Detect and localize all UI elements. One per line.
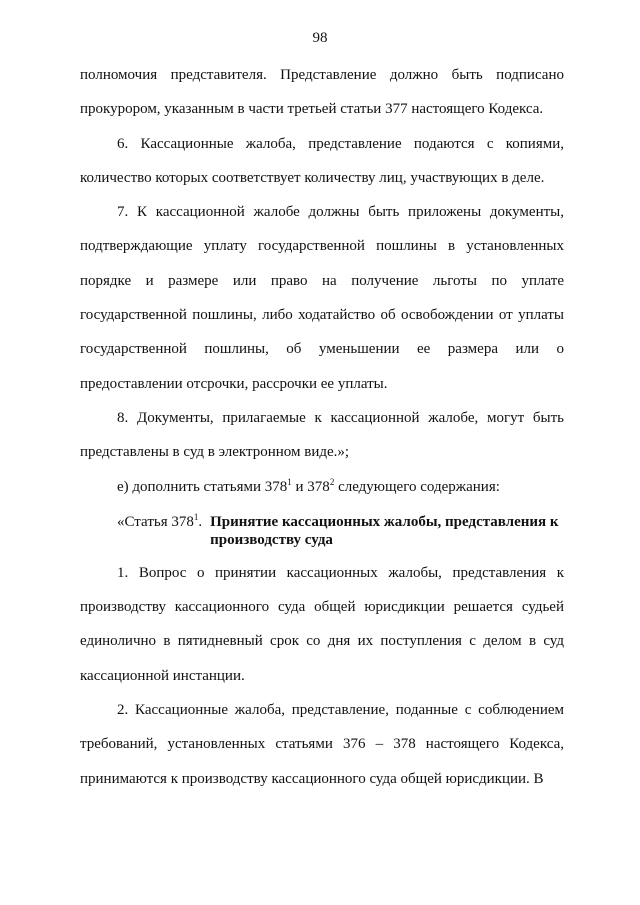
paragraph-continuation: полномочия представителя. Представление должно быть подписано прокурором, указанным в части третьей статьи 377 настоящего Кодекса. <box>80 67 564 118</box>
amendment-line <box>80 470 564 504</box>
amendment-text-post: следующего содержания: <box>334 478 500 495</box>
page-number: 98 <box>312 30 328 46</box>
paragraph-item-8: 8. Документы, прилагаемые к кассационной жалобе, могут быть представлены в суд в электронном виде.»; <box>80 409 564 461</box>
document-body <box>80 58 564 796</box>
article-paragraph-2: 2. Кассационные жалоба, представление, поданные с соблюдением требований, установленных статьями 376 – 378 настоящего Кодекса, принимаются к производству кассационного суда общей юрисдикции. В <box>80 702 564 787</box>
article-heading <box>80 504 564 556</box>
article-number <box>80 513 210 549</box>
article-paragraph-1: 1. Вопрос о принятии кассационных жалобы, представления к производству кассационного суда общей юрисдикции решается судьей единолично в пятидневный срок со дня их поступления с делом в суд кассационной инстанции. <box>80 564 564 684</box>
amendment-sup-2: 2 <box>329 476 335 487</box>
amendment-sup-1: 1 <box>287 476 292 487</box>
article-title: Принятие кассационных жалобы, представления к производству суда <box>210 513 559 548</box>
amendment-text-mid: и 378 <box>291 478 330 495</box>
paragraph-item-7: 7. К кассационной жалобе должны быть приложены документы, подтверждающие уплату государственной пошлины в установленных порядке и размере или право на получение льготы по уплате государственной пошлины, либо ходатайство об освобождении от уплаты государственной пошлины, об уменьшении ее размера или о предоставлении отсрочки, рассрочки ее уплаты. <box>80 204 564 392</box>
amendment-text-pre: е) дополнить статьями 378 <box>117 478 288 495</box>
paragraph-item-6: 6. Кассационные жалоба, представление подаются с копиями, количество которых соответствует количеству лиц, участвующих в деле. <box>80 135 564 186</box>
article-suffix: . <box>198 513 203 530</box>
article-prefix: «Статья 378 <box>117 513 194 530</box>
article-sup: 1 <box>193 511 199 522</box>
